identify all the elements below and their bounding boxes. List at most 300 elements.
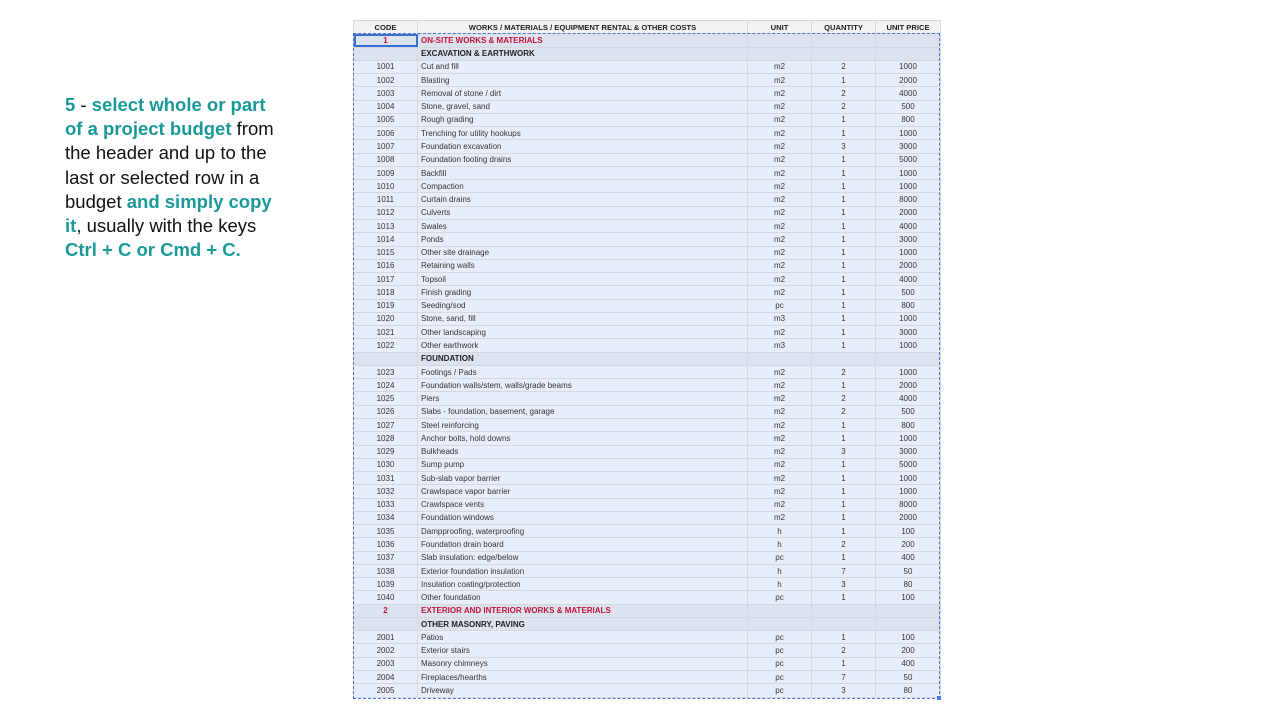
cell-unit[interactable]: m2 — [748, 74, 812, 87]
cell-desc[interactable]: OTHER MASONRY, PAVING — [418, 617, 748, 630]
cell-qty[interactable]: 2 — [812, 644, 876, 657]
cell-desc[interactable]: ON-SITE WORKS & MATERIALS — [418, 34, 748, 47]
cell-code[interactable]: 1037 — [354, 551, 418, 564]
cell-unit[interactable]: m2 — [748, 166, 812, 179]
cell-unit[interactable]: h — [748, 525, 812, 538]
cell-price[interactable] — [876, 604, 941, 617]
cell-desc[interactable]: Stone, sand, fill — [418, 312, 748, 325]
cell-qty[interactable]: 1 — [812, 273, 876, 286]
table-row — [354, 591, 941, 604]
cell-desc[interactable]: Cut and fill — [418, 60, 748, 73]
cell-code[interactable]: 1012 — [354, 206, 418, 219]
cell-price[interactable]: 2000 — [876, 74, 941, 87]
cell-code[interactable]: 1011 — [354, 193, 418, 206]
cell-qty[interactable]: 2 — [812, 87, 876, 100]
cell-code[interactable]: 1003 — [354, 87, 418, 100]
cell-desc[interactable]: Stone, gravel, sand — [418, 100, 748, 113]
cell-price[interactable]: 2000 — [876, 259, 941, 272]
header-row — [354, 21, 941, 34]
cell-price[interactable] — [876, 34, 941, 47]
cell-price[interactable]: 3000 — [876, 326, 941, 339]
cell-code[interactable]: 1026 — [354, 405, 418, 418]
cell-unit[interactable]: m2 — [748, 233, 812, 246]
cell-code[interactable]: 1002 — [354, 74, 418, 87]
cell-qty[interactable]: 1 — [812, 246, 876, 259]
cell-desc[interactable]: Compaction — [418, 180, 748, 193]
cell-qty[interactable]: 2 — [812, 365, 876, 378]
cell-unit[interactable]: m2 — [748, 259, 812, 272]
cell-desc[interactable]: Foundation walls/stem, walls/grade beams — [418, 379, 748, 392]
table-row — [354, 379, 941, 392]
cell-code[interactable]: 1031 — [354, 472, 418, 485]
cell-qty[interactable]: 1 — [812, 193, 876, 206]
cell-price[interactable]: 800 — [876, 299, 941, 312]
cell-desc[interactable]: Insulation coating/protection — [418, 578, 748, 591]
cell-price[interactable]: 4000 — [876, 87, 941, 100]
cell-price[interactable]: 3000 — [876, 233, 941, 246]
cell-code[interactable] — [354, 47, 418, 60]
cell-desc[interactable]: Fireplaces/hearths — [418, 671, 748, 684]
cell-desc[interactable]: Trenching for utility hookups — [418, 127, 748, 140]
cell-unit[interactable] — [748, 34, 812, 47]
cell-unit[interactable]: m2 — [748, 432, 812, 445]
table-row — [354, 564, 941, 577]
table-row — [354, 339, 941, 352]
cell-code[interactable]: 1004 — [354, 100, 418, 113]
cell-price[interactable] — [876, 352, 941, 365]
cell-code[interactable] — [354, 617, 418, 630]
cell-code[interactable]: 1029 — [354, 445, 418, 458]
cell-qty[interactable]: 1 — [812, 657, 876, 670]
cell-desc[interactable]: Sub-slab vapor barrier — [418, 472, 748, 485]
cell-qty[interactable]: 1 — [812, 432, 876, 445]
cell-unit[interactable]: m2 — [748, 206, 812, 219]
table-row — [354, 445, 941, 458]
cell-code[interactable]: 2001 — [354, 631, 418, 644]
cell-code[interactable]: 1016 — [354, 259, 418, 272]
cell-desc[interactable]: Exterior stairs — [418, 644, 748, 657]
cell-qty[interactable]: 2 — [812, 100, 876, 113]
table-row — [354, 644, 941, 657]
cell-code[interactable]: 1022 — [354, 339, 418, 352]
cell-qty[interactable]: 7 — [812, 564, 876, 577]
cell-price[interactable]: 100 — [876, 631, 941, 644]
header-unit-price[interactable]: UNIT PRICE — [876, 21, 941, 34]
cell-desc[interactable]: Ponds — [418, 233, 748, 246]
cell-desc[interactable]: Backfill — [418, 166, 748, 179]
cell-desc[interactable]: Dampproofing, waterproofing — [418, 525, 748, 538]
cell-unit[interactable]: h — [748, 578, 812, 591]
cell-price[interactable]: 4000 — [876, 273, 941, 286]
cell-unit[interactable]: m2 — [748, 458, 812, 471]
cell-price[interactable]: 400 — [876, 551, 941, 564]
cell-code[interactable]: 1013 — [354, 219, 418, 232]
cell-price[interactable]: 1000 — [876, 432, 941, 445]
cell-code[interactable]: 2 — [354, 604, 418, 617]
cell-unit[interactable]: h — [748, 564, 812, 577]
table-row — [354, 312, 941, 325]
cell-desc[interactable]: Other earthwork — [418, 339, 748, 352]
cell-qty[interactable]: 1 — [812, 339, 876, 352]
cell-code[interactable]: 1018 — [354, 286, 418, 299]
cell-qty[interactable]: 2 — [812, 538, 876, 551]
cell-price[interactable] — [876, 617, 941, 630]
instruction-highlight-select: select whole or part of a project budget — [65, 94, 266, 140]
cell-qty[interactable]: 1 — [812, 498, 876, 511]
cell-desc[interactable]: Other site drainage — [418, 246, 748, 259]
cell-desc[interactable]: Foundation footing drains — [418, 153, 748, 166]
cell-price[interactable]: 1000 — [876, 60, 941, 73]
cell-code[interactable]: 1034 — [354, 511, 418, 524]
table-row — [354, 432, 941, 445]
table-row — [354, 166, 941, 179]
cell-unit[interactable]: m2 — [748, 100, 812, 113]
table-row — [354, 485, 941, 498]
cell-desc[interactable]: Retaining walls — [418, 259, 748, 272]
cell-code[interactable]: 1032 — [354, 485, 418, 498]
cell-price[interactable]: 2000 — [876, 511, 941, 524]
table-row — [354, 273, 941, 286]
cell-code[interactable]: 1008 — [354, 153, 418, 166]
cell-unit[interactable]: m2 — [748, 60, 812, 73]
cell-qty[interactable]: 1 — [812, 458, 876, 471]
cell-unit[interactable]: m2 — [748, 365, 812, 378]
section-row — [354, 604, 941, 617]
cell-code[interactable]: 1009 — [354, 166, 418, 179]
cell-desc[interactable]: Slab insulation: edge/below — [418, 551, 748, 564]
cell-unit[interactable]: m2 — [748, 286, 812, 299]
cell-code[interactable]: 1025 — [354, 392, 418, 405]
cell-code[interactable]: 2003 — [354, 657, 418, 670]
table-row — [354, 458, 941, 471]
cell-code[interactable]: 1023 — [354, 365, 418, 378]
table-row — [354, 551, 941, 564]
cell-qty[interactable]: 1 — [812, 166, 876, 179]
cell-qty[interactable]: 1 — [812, 511, 876, 524]
cell-unit[interactable]: m2 — [748, 326, 812, 339]
cell-code[interactable]: 1040 — [354, 591, 418, 604]
cell-unit[interactable]: pc — [748, 684, 812, 697]
cell-qty[interactable]: 1 — [812, 180, 876, 193]
cell-desc[interactable]: Removal of stone / dirt — [418, 87, 748, 100]
header-unit[interactable]: UNIT — [748, 21, 812, 34]
cell-code[interactable]: 1030 — [354, 458, 418, 471]
table-row — [354, 113, 941, 126]
cell-price[interactable]: 800 — [876, 418, 941, 431]
cell-qty[interactable]: 1 — [812, 485, 876, 498]
cell-unit[interactable]: m3 — [748, 339, 812, 352]
cell-qty[interactable]: 1 — [812, 299, 876, 312]
cell-desc[interactable]: Patios — [418, 631, 748, 644]
cell-unit[interactable]: m3 — [748, 312, 812, 325]
cell-desc[interactable]: Other landscaping — [418, 326, 748, 339]
cell-price[interactable]: 3000 — [876, 140, 941, 153]
cell-code[interactable]: 2004 — [354, 671, 418, 684]
cell-price[interactable]: 2000 — [876, 206, 941, 219]
header-code[interactable]: CODE — [354, 21, 418, 34]
cell-unit[interactable] — [748, 604, 812, 617]
cell-unit[interactable]: m2 — [748, 511, 812, 524]
cell-price[interactable]: 8000 — [876, 498, 941, 511]
cell-price[interactable]: 5000 — [876, 458, 941, 471]
cell-price[interactable]: 200 — [876, 644, 941, 657]
cell-qty[interactable]: 3 — [812, 578, 876, 591]
table-row — [354, 180, 941, 193]
table-row — [354, 153, 941, 166]
cell-unit[interactable]: m2 — [748, 87, 812, 100]
table-row — [354, 87, 941, 100]
cell-qty[interactable]: 1 — [812, 312, 876, 325]
cell-unit[interactable]: m2 — [748, 193, 812, 206]
cell-desc[interactable]: Driveway — [418, 684, 748, 697]
cell-unit[interactable]: m2 — [748, 273, 812, 286]
cell-price[interactable]: 2000 — [876, 379, 941, 392]
cell-desc[interactable]: Sump pump — [418, 458, 748, 471]
cell-code[interactable]: 1021 — [354, 326, 418, 339]
cell-code[interactable]: 2002 — [354, 644, 418, 657]
cell-price[interactable]: 400 — [876, 657, 941, 670]
cell-unit[interactable] — [748, 352, 812, 365]
cell-code[interactable]: 1028 — [354, 432, 418, 445]
cell-desc[interactable]: Swales — [418, 219, 748, 232]
cell-qty[interactable]: 1 — [812, 326, 876, 339]
cell-qty[interactable]: 1 — [812, 74, 876, 87]
cell-unit[interactable]: pc — [748, 299, 812, 312]
cell-code[interactable]: 1039 — [354, 578, 418, 591]
cell-code[interactable]: 1038 — [354, 564, 418, 577]
cell-code[interactable]: 1005 — [354, 113, 418, 126]
cell-qty[interactable]: 1 — [812, 418, 876, 431]
cell-code[interactable]: 1017 — [354, 273, 418, 286]
cell-desc[interactable]: Curtain drains — [418, 193, 748, 206]
cell-desc[interactable]: Finish grading — [418, 286, 748, 299]
cell-desc[interactable]: Slabs - foundation, basement, garage — [418, 405, 748, 418]
cell-qty[interactable]: 1 — [812, 153, 876, 166]
cell-code[interactable]: 1006 — [354, 127, 418, 140]
cell-unit[interactable]: m2 — [748, 418, 812, 431]
cell-unit[interactable]: pc — [748, 551, 812, 564]
table-row — [354, 405, 941, 418]
table-row — [354, 472, 941, 485]
cell-price[interactable]: 800 — [876, 113, 941, 126]
cell-unit[interactable] — [748, 617, 812, 630]
cell-desc[interactable]: Culverts — [418, 206, 748, 219]
cell-code[interactable]: 1024 — [354, 379, 418, 392]
cell-code[interactable]: 1019 — [354, 299, 418, 312]
cell-code[interactable]: 1015 — [354, 246, 418, 259]
cell-qty[interactable]: 1 — [812, 259, 876, 272]
cell-desc[interactable]: Other foundation — [418, 591, 748, 604]
cell-desc[interactable]: Piers — [418, 392, 748, 405]
section-row — [354, 34, 941, 47]
cell-unit[interactable]: m2 — [748, 445, 812, 458]
cell-price[interactable]: 80 — [876, 578, 941, 591]
cell-qty[interactable]: 1 — [812, 551, 876, 564]
table-row — [354, 286, 941, 299]
cell-code[interactable]: 1014 — [354, 233, 418, 246]
table-row — [354, 60, 941, 73]
cell-code[interactable]: 1027 — [354, 418, 418, 431]
cell-code[interactable] — [354, 352, 418, 365]
cell-code[interactable]: 1001 — [354, 60, 418, 73]
cell-qty[interactable]: 1 — [812, 591, 876, 604]
cell-unit[interactable]: h — [748, 538, 812, 551]
cell-desc[interactable]: Blasting — [418, 74, 748, 87]
cell-price[interactable]: 1000 — [876, 166, 941, 179]
table-row — [354, 127, 941, 140]
category-row — [354, 617, 941, 630]
cell-price[interactable]: 8000 — [876, 193, 941, 206]
cell-unit[interactable]: pc — [748, 591, 812, 604]
cell-desc[interactable]: Foundation drain board — [418, 538, 748, 551]
cell-desc[interactable]: EXCAVATION & EARTHWORK — [418, 47, 748, 60]
table-row — [354, 365, 941, 378]
cell-price[interactable]: 50 — [876, 564, 941, 577]
cell-price[interactable]: 200 — [876, 538, 941, 551]
cell-price[interactable]: 1000 — [876, 180, 941, 193]
cell-qty[interactable]: 7 — [812, 671, 876, 684]
cell-price[interactable]: 1000 — [876, 312, 941, 325]
table-row — [354, 246, 941, 259]
cell-qty[interactable] — [812, 34, 876, 47]
category-row — [354, 352, 941, 365]
cell-code[interactable]: 1035 — [354, 525, 418, 538]
cell-code[interactable]: 1010 — [354, 180, 418, 193]
cell-qty[interactable] — [812, 617, 876, 630]
cell-unit[interactable] — [748, 47, 812, 60]
cell-desc[interactable]: Foundation excavation — [418, 140, 748, 153]
cell-unit[interactable]: m2 — [748, 180, 812, 193]
cell-qty[interactable]: 2 — [812, 392, 876, 405]
cell-desc[interactable]: Topsoil — [418, 273, 748, 286]
cell-unit[interactable]: m2 — [748, 485, 812, 498]
cell-unit[interactable]: m2 — [748, 472, 812, 485]
cell-desc[interactable]: Exterior foundation insulation — [418, 564, 748, 577]
cell-qty[interactable]: 2 — [812, 405, 876, 418]
cell-price[interactable]: 500 — [876, 286, 941, 299]
cell-qty[interactable]: 1 — [812, 286, 876, 299]
cell-unit[interactable]: m2 — [748, 379, 812, 392]
cell-unit[interactable]: pc — [748, 657, 812, 670]
cell-code[interactable]: 1036 — [354, 538, 418, 551]
cell-price[interactable]: 50 — [876, 671, 941, 684]
cell-desc[interactable]: EXTERIOR AND INTERIOR WORKS & MATERIALS — [418, 604, 748, 617]
cell-price[interactable]: 1000 — [876, 127, 941, 140]
instruction-highlight-copy: and simply copy it — [65, 190, 272, 237]
cell-unit[interactable]: m2 — [748, 219, 812, 232]
cell-qty[interactable]: 1 — [812, 127, 876, 140]
cell-qty[interactable]: 1 — [812, 525, 876, 538]
table-row — [354, 418, 941, 431]
table-row — [354, 578, 941, 591]
cell-price[interactable]: 100 — [876, 591, 941, 604]
cell-qty[interactable]: 1 — [812, 219, 876, 232]
cell-qty[interactable]: 1 — [812, 206, 876, 219]
cell-price[interactable]: 5000 — [876, 153, 941, 166]
cell-desc[interactable]: FOUNDATION — [418, 352, 748, 365]
cell-desc[interactable]: Steel reinforcing — [418, 418, 748, 431]
cell-qty[interactable] — [812, 604, 876, 617]
cell-price[interactable]: 4000 — [876, 219, 941, 232]
cell-qty[interactable]: 1 — [812, 113, 876, 126]
cell-qty[interactable]: 3 — [812, 140, 876, 153]
cell-price[interactable] — [876, 47, 941, 60]
cell-desc[interactable]: Masonry chimneys — [418, 657, 748, 670]
cell-desc[interactable]: Footings / Pads — [418, 365, 748, 378]
cell-desc[interactable]: Seeding/sod — [418, 299, 748, 312]
table-row — [354, 498, 941, 511]
cell-code[interactable]: 1 — [354, 34, 418, 47]
header-quantity[interactable]: QUANTITY — [812, 21, 876, 34]
table-row — [354, 219, 941, 232]
cell-unit[interactable]: pc — [748, 671, 812, 684]
cell-qty[interactable]: 1 — [812, 233, 876, 246]
table-row — [354, 299, 941, 312]
cell-desc[interactable]: Rough grading — [418, 113, 748, 126]
cell-unit[interactable]: m2 — [748, 246, 812, 259]
cell-qty[interactable] — [812, 47, 876, 60]
instruction-text — [65, 93, 280, 262]
cell-unit[interactable]: m2 — [748, 405, 812, 418]
cell-unit[interactable]: pc — [748, 644, 812, 657]
cell-price[interactable]: 3000 — [876, 445, 941, 458]
table-row — [354, 671, 941, 684]
cell-desc[interactable]: Anchor bolts, hold downs — [418, 432, 748, 445]
step-dash: - — [75, 94, 92, 115]
step-number: 5 — [65, 94, 76, 115]
cell-unit[interactable]: m2 — [748, 498, 812, 511]
cell-qty[interactable] — [812, 352, 876, 365]
cell-price[interactable]: 500 — [876, 405, 941, 418]
cell-qty[interactable]: 3 — [812, 684, 876, 697]
cell-qty[interactable]: 2 — [812, 60, 876, 73]
table-row — [354, 392, 941, 405]
table-row — [354, 140, 941, 153]
cell-price[interactable]: 1000 — [876, 485, 941, 498]
cell-price[interactable]: 1000 — [876, 339, 941, 352]
instruction-highlight-shortcut: Ctrl + C or Cmd + C. — [65, 239, 241, 261]
cell-code[interactable]: 1007 — [354, 140, 418, 153]
cell-price[interactable]: 80 — [876, 684, 941, 697]
budget-spreadsheet — [353, 20, 940, 698]
cell-desc[interactable]: Foundation windows — [418, 511, 748, 524]
cell-price[interactable]: 1000 — [876, 246, 941, 259]
cell-unit[interactable]: m2 — [748, 153, 812, 166]
cell-desc[interactable]: Bulkheads — [418, 445, 748, 458]
cell-code[interactable]: 1020 — [354, 312, 418, 325]
cell-unit[interactable]: m2 — [748, 392, 812, 405]
cell-price[interactable]: 500 — [876, 100, 941, 113]
cell-price[interactable]: 4000 — [876, 392, 941, 405]
cell-unit[interactable]: m2 — [748, 140, 812, 153]
header-description[interactable]: WORKS / MATERIALS / EQUIPMENT RENTAL & OTHER COSTS — [418, 21, 748, 34]
table-row — [354, 206, 941, 219]
cell-desc[interactable]: Crawlspace vents — [418, 498, 748, 511]
cell-price[interactable]: 1000 — [876, 365, 941, 378]
cell-unit[interactable]: m2 — [748, 127, 812, 140]
cell-qty[interactable]: 1 — [812, 472, 876, 485]
cell-qty[interactable]: 3 — [812, 445, 876, 458]
cell-unit[interactable]: m2 — [748, 113, 812, 126]
cell-price[interactable]: 1000 — [876, 472, 941, 485]
cell-unit[interactable]: pc — [748, 631, 812, 644]
cell-code[interactable]: 2005 — [354, 684, 418, 697]
cell-qty[interactable]: 1 — [812, 631, 876, 644]
cell-qty[interactable]: 1 — [812, 379, 876, 392]
cell-price[interactable]: 100 — [876, 525, 941, 538]
cell-desc[interactable]: Crawlspace vapor barrier — [418, 485, 748, 498]
cell-code[interactable]: 1033 — [354, 498, 418, 511]
